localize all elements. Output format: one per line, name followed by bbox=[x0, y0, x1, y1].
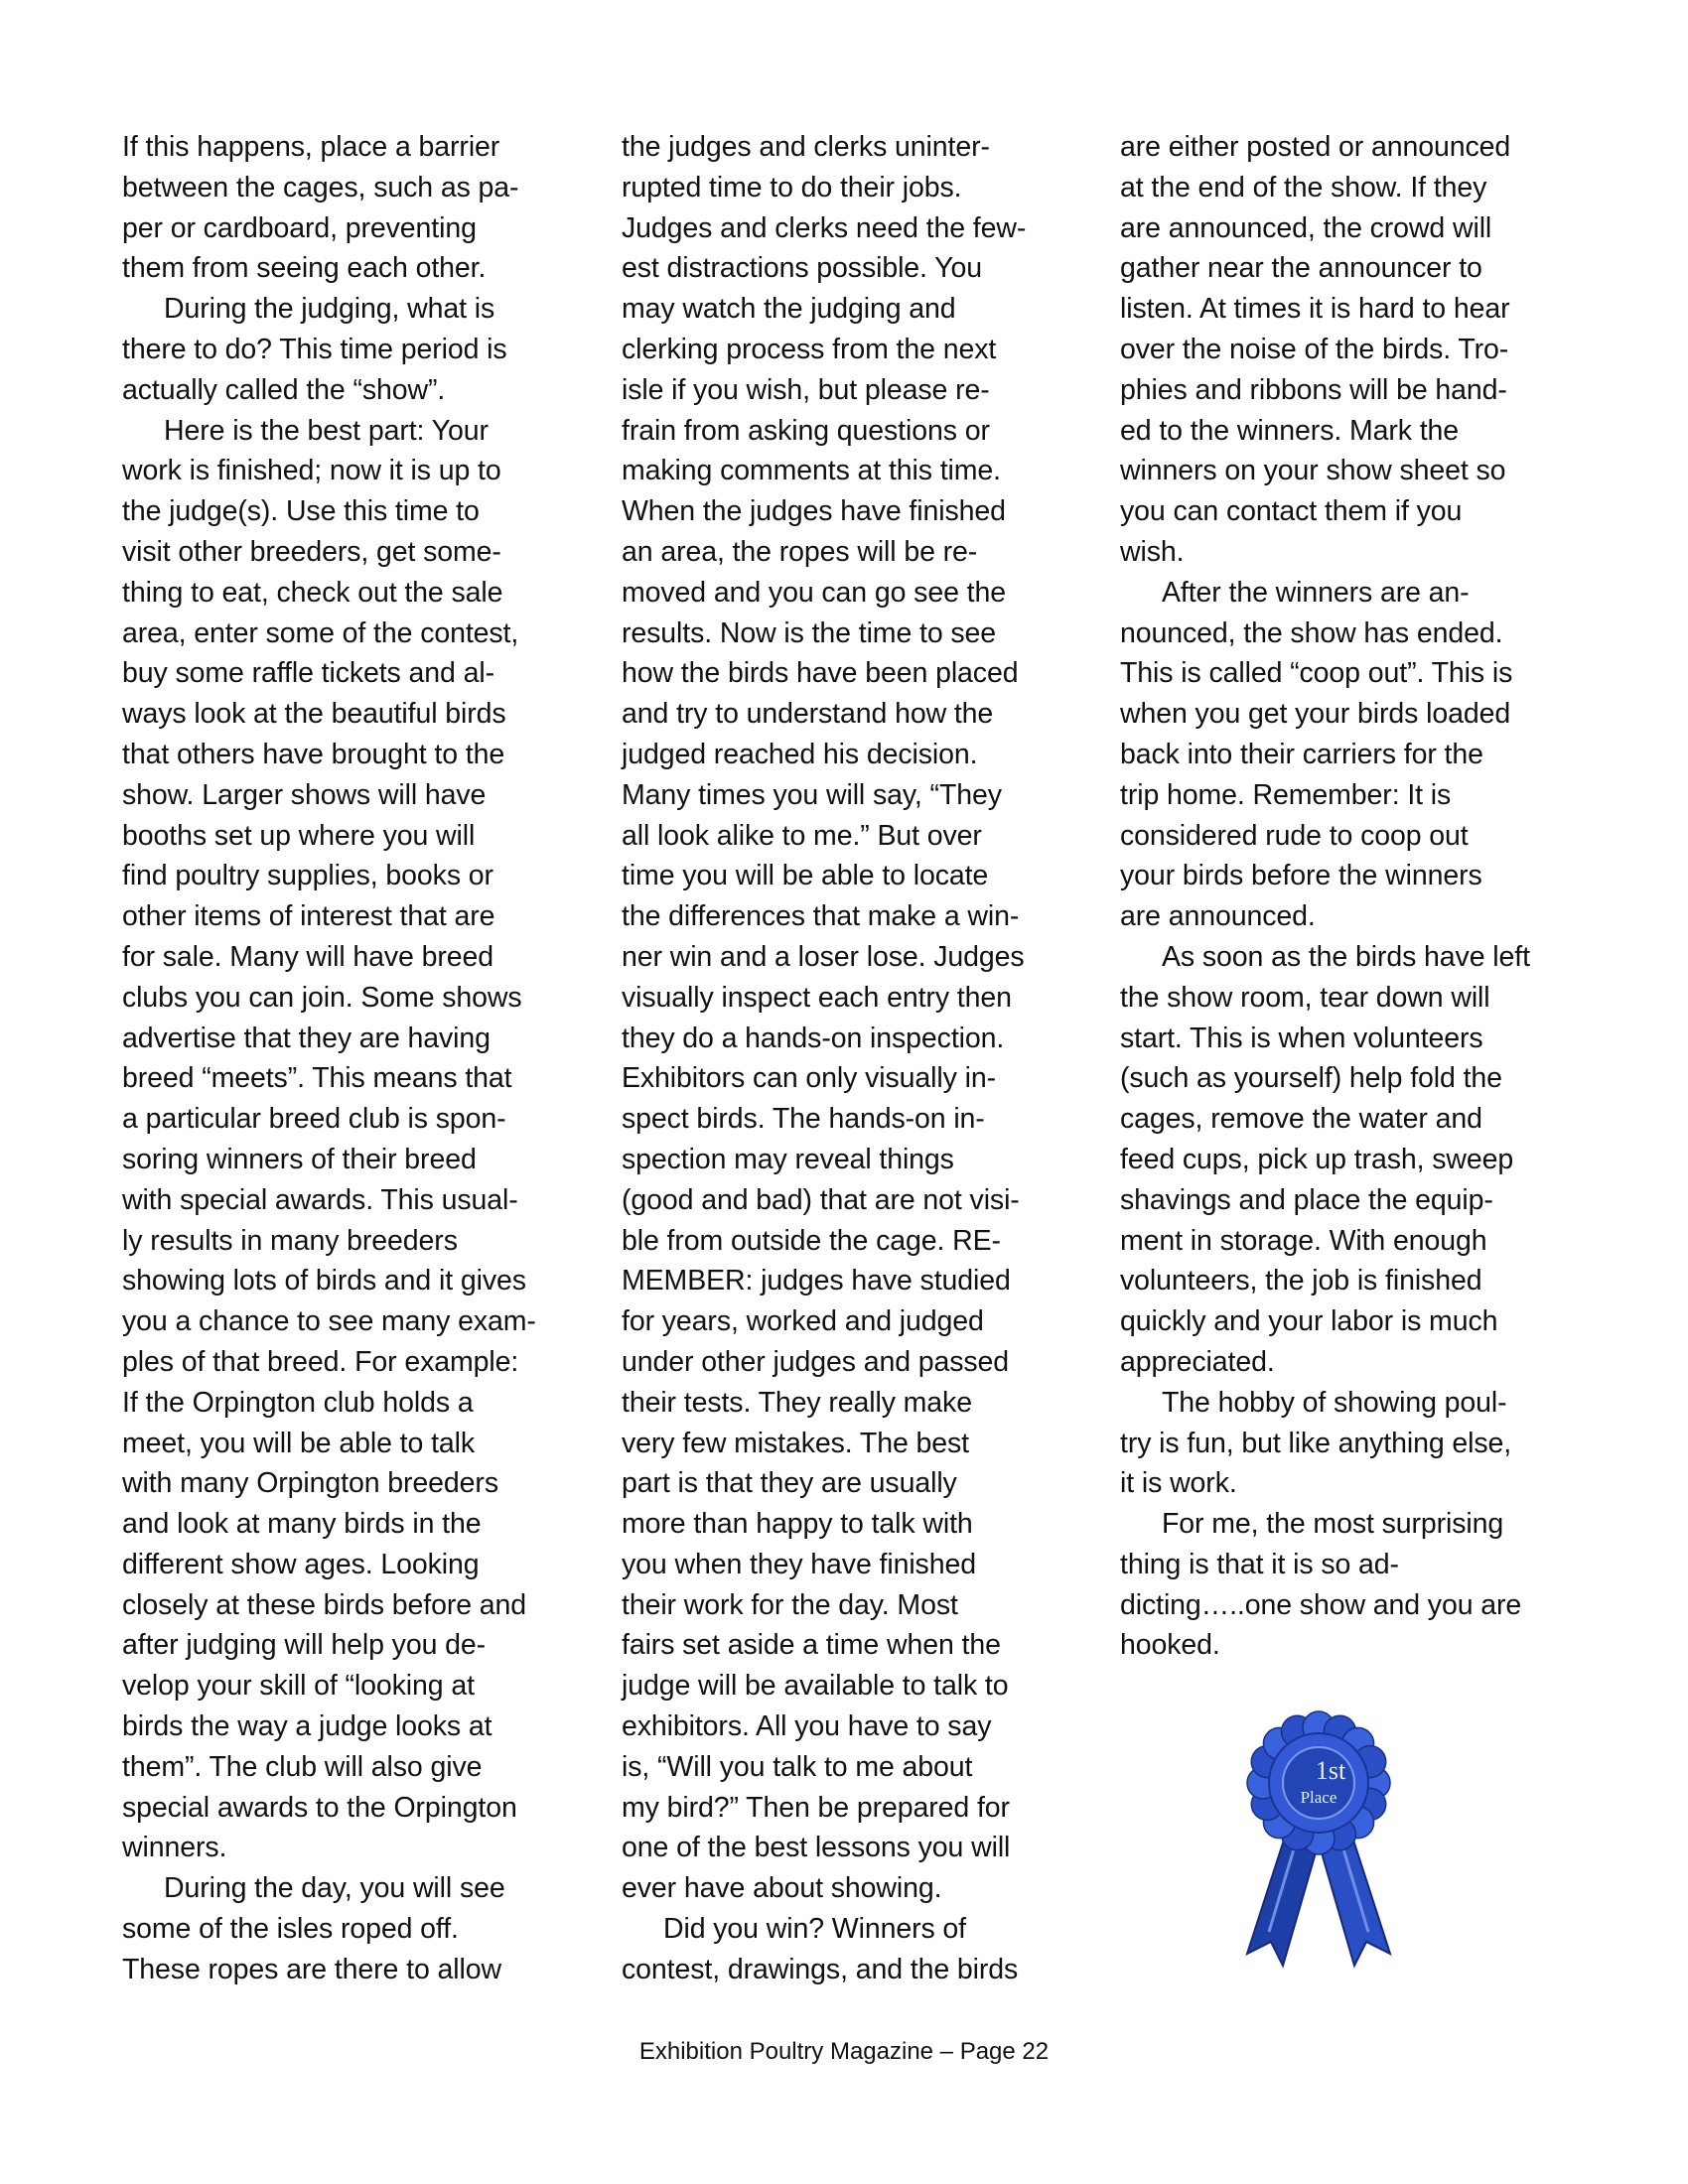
text-line: ble from outside the cage. RE- bbox=[622, 1224, 1001, 1257]
text-line: per or cardboard, preventing bbox=[122, 211, 477, 244]
text-line: when you get your birds loaded bbox=[1120, 698, 1511, 731]
text-line: the judge(s). Use this time to bbox=[122, 495, 480, 528]
text-line: over the noise of the birds. Tro- bbox=[1120, 333, 1509, 365]
text-line: feed cups, pick up trash, sweep bbox=[1120, 1143, 1514, 1175]
text-line: you a chance to see many exam- bbox=[122, 1305, 536, 1338]
text-line: and try to understand how the bbox=[622, 698, 994, 731]
text-line: them”. The club will also give bbox=[122, 1750, 483, 1783]
text-line: is, “Will you talk to me about bbox=[622, 1750, 973, 1783]
text-line: ed to the winners. Mark the bbox=[1120, 414, 1460, 447]
text-line: special awards to the Orpington bbox=[122, 1791, 517, 1824]
text-line: booths set up where you will bbox=[122, 819, 476, 852]
text-line: more than happy to talk with bbox=[622, 1508, 973, 1541]
text-line: frain from asking questions or bbox=[622, 414, 990, 447]
article-column-2 bbox=[622, 127, 1066, 1990]
text-line: start. This is when volunteers bbox=[1120, 1022, 1483, 1054]
text-line: fairs set aside a time when the bbox=[622, 1629, 1001, 1662]
text-line: show. Larger shows will have bbox=[122, 778, 487, 811]
text-line: your birds before the winners bbox=[1120, 860, 1482, 892]
text-line: some of the isles roped off. bbox=[122, 1913, 459, 1946]
text-line: moved and you can go see the bbox=[622, 576, 1006, 609]
text-line: listen. At times it is hard to hear bbox=[1120, 293, 1510, 326]
text-line: and look at many birds in the bbox=[122, 1508, 482, 1541]
text-line: (such as yourself) help fold the bbox=[1120, 1062, 1502, 1095]
text-line: results. Now is the time to see bbox=[622, 616, 997, 649]
text-line: ner win and a loser lose. Judges bbox=[622, 940, 1025, 973]
text-line: actually called the “show”. bbox=[122, 373, 446, 406]
text-line: are announced, the crowd will bbox=[1120, 211, 1492, 244]
text-line: For me, the most surprising bbox=[1162, 1508, 1504, 1541]
text-line: try is fun, but like anything else, bbox=[1120, 1427, 1512, 1459]
text-line: Judges and clerks need the few- bbox=[622, 211, 1027, 244]
text-line: isle if you wish, but please re- bbox=[622, 373, 990, 406]
ribbon-place-text: Place bbox=[1300, 1788, 1337, 1807]
text-line: As soon as the birds have left bbox=[1162, 940, 1530, 973]
text-line: volunteers, the job is finished bbox=[1120, 1265, 1482, 1297]
text-line: nounced, the show has ended. bbox=[1120, 616, 1503, 649]
text-line: ways look at the beautiful birds bbox=[122, 698, 506, 731]
text-line: When the judges have finished bbox=[622, 495, 1006, 528]
text-line: velop your skill of “looking at bbox=[122, 1670, 475, 1703]
text-line: quickly and your labor is much bbox=[1120, 1305, 1498, 1338]
text-line: closely at these birds before and bbox=[122, 1588, 527, 1621]
article-column-3 bbox=[1120, 127, 1565, 1666]
text-line: find poultry supplies, books or bbox=[122, 860, 493, 892]
text-line: you can contact them if you bbox=[1120, 495, 1463, 528]
text-line: winners. bbox=[122, 1832, 227, 1864]
text-line: After the winners are an- bbox=[1162, 576, 1470, 609]
text-line: are announced. bbox=[1120, 900, 1316, 933]
text-line: advertise that they are having bbox=[122, 1022, 491, 1054]
text-line: appreciated. bbox=[1120, 1345, 1275, 1378]
text-line: there to do? This time period is bbox=[122, 333, 507, 365]
text-line: the differences that make a win- bbox=[622, 900, 1020, 933]
text-line: all look alike to me.” But over bbox=[622, 819, 982, 852]
text-line: The hobby of showing poul- bbox=[1162, 1386, 1507, 1419]
text-line: different show ages. Looking bbox=[122, 1548, 480, 1580]
text-line: wish. bbox=[1120, 535, 1185, 568]
text-line: trip home. Remember: It is bbox=[1120, 778, 1452, 811]
text-line: them from seeing each other. bbox=[122, 252, 487, 285]
text-line: for sale. Many will have breed bbox=[122, 940, 494, 973]
text-line: Exhibitors can only visually in- bbox=[622, 1062, 996, 1095]
text-line: ly results in many breeders bbox=[122, 1224, 458, 1257]
text-line: it is work. bbox=[1120, 1467, 1237, 1500]
text-line: other items of interest that are bbox=[122, 900, 495, 933]
text-line: Many times you will say, “They bbox=[622, 778, 1002, 811]
text-line: ever have about showing. bbox=[622, 1872, 942, 1905]
text-line: soring winners of their breed bbox=[122, 1143, 477, 1175]
text-line: that others have brought to the bbox=[122, 738, 505, 770]
text-line: meet, you will be able to talk bbox=[122, 1427, 476, 1459]
text-line: exhibitors. All you have to say bbox=[622, 1710, 992, 1743]
text-line: MEMBER: judges have studied bbox=[622, 1265, 1011, 1297]
text-line: the show room, tear down will bbox=[1120, 981, 1490, 1014]
text-line: spection may reveal things bbox=[622, 1143, 954, 1175]
text-line: cages, remove the water and bbox=[1120, 1103, 1482, 1136]
text-line: buy some raffle tickets and al- bbox=[122, 657, 494, 690]
text-line: between the cages, such as pa- bbox=[122, 171, 519, 204]
text-line: one of the best lessons you will bbox=[622, 1832, 1011, 1864]
text-line: visually inspect each entry then bbox=[622, 981, 1012, 1014]
text-line: winners on your show sheet so bbox=[1120, 455, 1506, 487]
text-line: area, enter some of the contest, bbox=[122, 616, 519, 649]
text-line: a particular breed club is spon- bbox=[122, 1103, 506, 1136]
text-line: making comments at this time. bbox=[622, 455, 1001, 487]
text-line: very few mistakes. The best bbox=[622, 1427, 969, 1459]
text-line: judge will be available to talk to bbox=[622, 1670, 1009, 1703]
text-line: the judges and clerks uninter- bbox=[622, 131, 990, 163]
text-line: back into their carriers for the bbox=[1120, 738, 1483, 770]
text-line: If this happens, place a barrier bbox=[122, 131, 500, 163]
text-line: hooked. bbox=[1120, 1629, 1220, 1662]
text-line: shavings and place the equip- bbox=[1120, 1183, 1493, 1216]
text-line: with many Orpington breeders bbox=[122, 1467, 498, 1500]
text-line: part is that they are usually bbox=[622, 1467, 957, 1500]
text-line: contest, drawings, and the birds bbox=[622, 1953, 1019, 1985]
text-line: Here is the best part: Your bbox=[164, 414, 489, 447]
text-line: time you will be able to locate bbox=[622, 860, 989, 892]
text-line: an area, the ropes will be re- bbox=[622, 535, 978, 568]
text-line: are either posted or announced bbox=[1120, 131, 1511, 163]
text-line: judged reached his decision. bbox=[622, 738, 978, 770]
text-line: under other judges and passed bbox=[622, 1345, 1010, 1378]
text-line: (good and bad) that are not visi- bbox=[622, 1183, 1020, 1216]
text-line: clerking process from the next bbox=[622, 333, 997, 365]
text-line: considered rude to coop out bbox=[1120, 819, 1469, 852]
text-line: breed “meets”. This means that bbox=[122, 1062, 512, 1095]
text-line: may watch the judging and bbox=[622, 293, 956, 326]
text-line: These ropes are there to allow bbox=[122, 1953, 501, 1985]
text-line: showing lots of birds and it gives bbox=[122, 1265, 526, 1297]
text-line: thing is that it is so ad- bbox=[1120, 1548, 1399, 1580]
text-line: work is finished; now it is up to bbox=[122, 455, 501, 487]
text-line: ment in storage. With enough bbox=[1120, 1224, 1487, 1257]
text-line: birds the way a judge looks at bbox=[122, 1710, 492, 1743]
text-line: This is called “coop out”. This is bbox=[1120, 657, 1513, 690]
text-line: During the judging, what is bbox=[164, 293, 495, 326]
text-line: During the day, you will see bbox=[164, 1872, 505, 1905]
page-footer: Exhibition Poultry Magazine – Page 22 bbox=[638, 2038, 1050, 2065]
text-line: with special awards. This usual- bbox=[122, 1183, 518, 1216]
text-line: for years, worked and judged bbox=[622, 1305, 984, 1338]
text-line: phies and ribbons will be hand- bbox=[1120, 373, 1507, 406]
text-line: If the Orpington club holds a bbox=[122, 1386, 474, 1419]
text-line: their work for the day. Most bbox=[622, 1588, 958, 1621]
text-line: clubs you can join. Some shows bbox=[122, 981, 522, 1014]
text-line: thing to eat, check out the sale bbox=[122, 576, 503, 609]
text-line: spect birds. The hands-on in- bbox=[622, 1103, 985, 1136]
blue-ribbon-award-icon bbox=[1219, 1706, 1418, 1974]
article-column-1 bbox=[122, 127, 567, 1990]
text-line: after judging will help you de- bbox=[122, 1629, 487, 1662]
text-line: dicting…..one show and you are bbox=[1120, 1588, 1522, 1621]
text-line: visit other breeders, get some- bbox=[122, 535, 501, 568]
text-line: their tests. They really make bbox=[622, 1386, 972, 1419]
text-line: you when they have finished bbox=[622, 1548, 976, 1580]
text-line: they do a hands-on inspection. bbox=[622, 1022, 1005, 1054]
ribbon-rank-text: 1st bbox=[1315, 1756, 1346, 1785]
text-line: ples of that breed. For example: bbox=[122, 1345, 519, 1378]
text-line: at the end of the show. If they bbox=[1120, 171, 1487, 204]
text-line: my bird?” Then be prepared for bbox=[622, 1791, 1010, 1824]
text-line: Did you win? Winners of bbox=[663, 1913, 966, 1946]
text-line: how the birds have been placed bbox=[622, 657, 1019, 690]
text-line: gather near the announcer to bbox=[1120, 252, 1482, 285]
text-line: rupted time to do their jobs. bbox=[622, 171, 962, 204]
text-line: est distractions possible. You bbox=[622, 252, 982, 285]
